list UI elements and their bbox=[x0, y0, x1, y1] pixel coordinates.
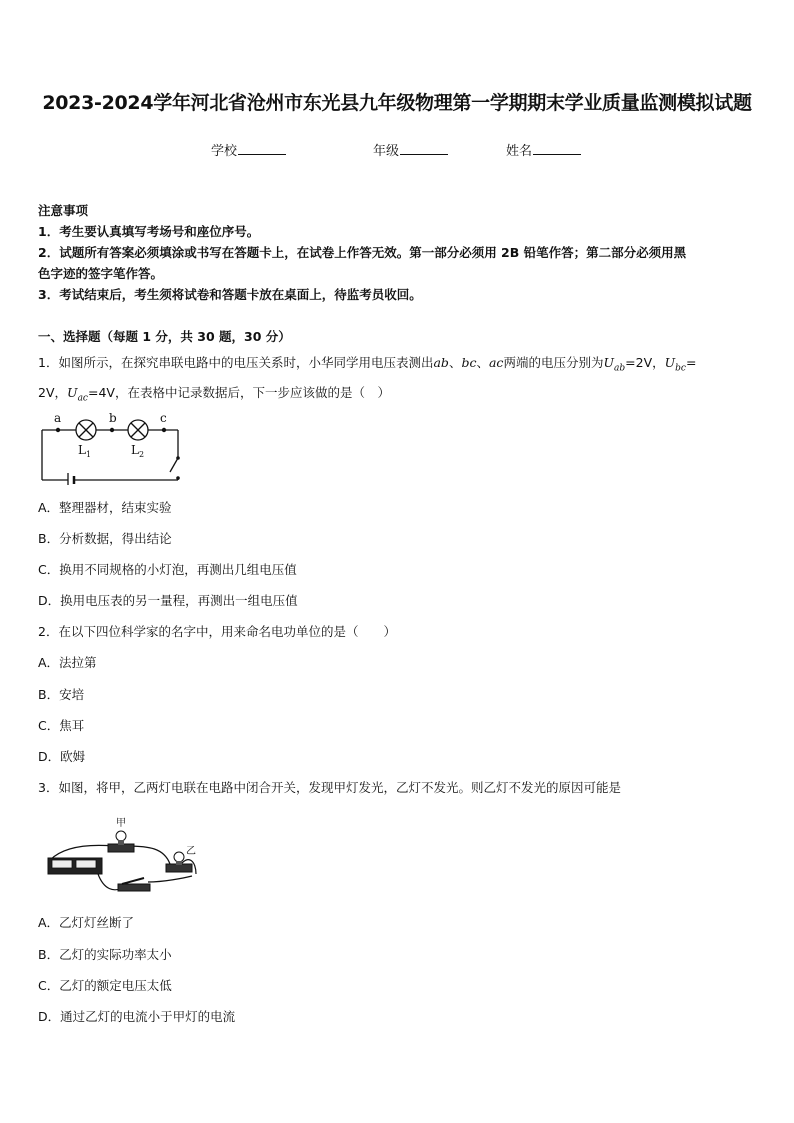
label-b: b bbox=[109, 411, 117, 425]
note-2: 2．试题所有答案必须填涂或书写在答题卡上，在试卷上作答无效。第一部分必须用 2B 铅笔作答；第二部分必须用黑 bbox=[38, 245, 687, 260]
note-3: 3．考试结束后，考生须将试卷和答题卡放在桌面上，待监考员收回。 bbox=[38, 287, 422, 302]
q3-option-c: C．乙灯的额定电压太低 bbox=[38, 978, 172, 993]
q3-option-d: D．通过乙灯的电流小于甲灯的电流 bbox=[38, 1009, 236, 1024]
q1-stem-line2: 2V，$U_{ac}=4V$，在表格中记录数据后，下一步应该做的是（ ） bbox=[38, 385, 390, 404]
q2-option-d: D．欧姆 bbox=[38, 749, 86, 764]
q3-circuit-photo bbox=[44, 812, 204, 902]
q3-option-a: A．乙灯灯丝断了 bbox=[38, 915, 135, 930]
school-blank bbox=[238, 142, 286, 155]
label-a: a bbox=[54, 411, 62, 425]
grade-field: 年级 bbox=[373, 140, 448, 159]
notes-heading: 注意事项 bbox=[38, 203, 89, 218]
label-l1: $L_1$ bbox=[78, 443, 92, 459]
label-l2: $L_2$ bbox=[131, 443, 145, 459]
name-field: 姓名 bbox=[506, 140, 581, 159]
note-2-cont: 色字迹的签字笔作答。 bbox=[38, 266, 164, 281]
school-field: 学校 bbox=[211, 140, 286, 159]
q2-option-a: A．法拉第 bbox=[38, 655, 97, 670]
note-1: 1．考生要认真填写考场号和座位序号。 bbox=[38, 224, 260, 239]
q1-option-c: C．换用不同规格的小灯泡，再测出几组电压值 bbox=[38, 562, 297, 577]
q3-option-b: B．乙灯的实际功率太小 bbox=[38, 947, 172, 962]
q1-stem-line1: 1．如图所示，在探究串联电路中的电压关系时，小华同学用电压表测出ab、bc、ac两端的电压分别为$U_{ab}=2V$，$U_{bc}=$ bbox=[38, 355, 697, 374]
name-blank bbox=[533, 142, 581, 155]
grade-blank bbox=[400, 142, 448, 155]
q1-circuit-diagram bbox=[38, 410, 188, 485]
q1-option-d: D．换用电压表的另一量程，再测出一组电压值 bbox=[38, 593, 298, 608]
q2-option-b: B．安培 bbox=[38, 687, 85, 702]
label-c: c bbox=[160, 411, 167, 425]
q1-option-b: B．分析数据，得出结论 bbox=[38, 531, 172, 546]
section-heading: 一、选择题（每题 1 分，共 30 题，30 分） bbox=[38, 329, 291, 344]
q1-option-a: A．整理器材，结束实验 bbox=[38, 500, 172, 515]
label-yi: 乙 bbox=[186, 846, 196, 857]
q3-stem: 3．如图，将甲，乙两灯电联在电路中闭合开关，发现甲灯发光，乙灯不发光。则乙灯不发光的原因可能是 bbox=[38, 780, 621, 795]
q2-option-c: C．焦耳 bbox=[38, 718, 85, 733]
q2-stem: 2．在以下四位科学家的名字中，用来命名电功单位的是（ ） bbox=[38, 624, 396, 639]
label-jia: 甲 bbox=[116, 818, 126, 829]
page-title: 2023-2024学年河北省沧州市东光县九年级物理第一学期期末学业质量监测模拟试题 bbox=[42, 92, 752, 114]
